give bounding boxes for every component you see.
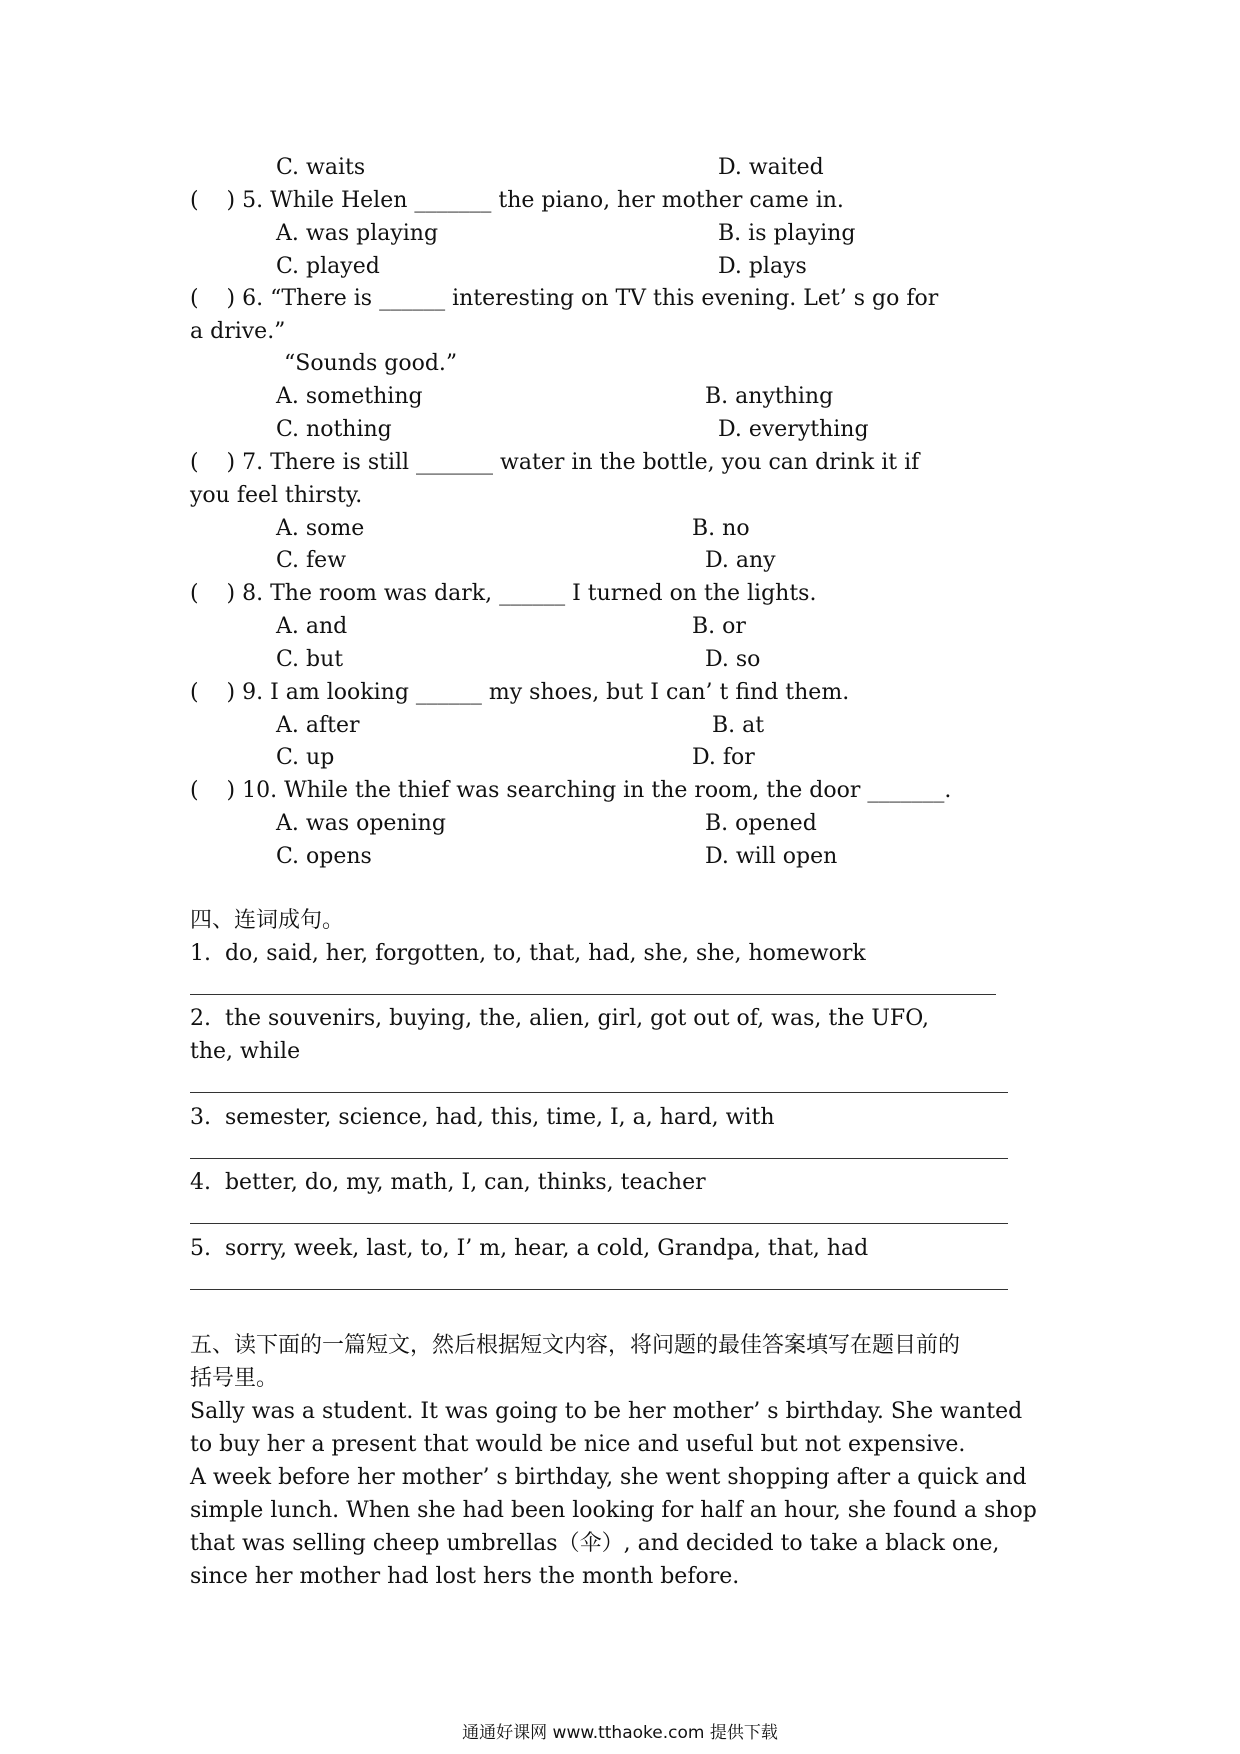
q8-option-c: C. but bbox=[276, 647, 344, 672]
sentence-item-5: 5. sorry, week, last, to, I’ m, hear, a cold, Grandpa, that, had bbox=[190, 1236, 869, 1261]
q7-option-b: B. no bbox=[692, 516, 750, 541]
passage-line-6: since her mother had lost hers the month before. bbox=[190, 1564, 740, 1589]
sentence-item-2: 2. the souvenirs, buying, the, alien, girl, got out of, was, the UFO, bbox=[190, 1006, 929, 1031]
q6-option-c: C. nothing bbox=[276, 417, 392, 442]
q10-option-a: A. was opening bbox=[276, 811, 446, 836]
q6-option-d: D. everything bbox=[718, 417, 869, 442]
q9-option-a: A. after bbox=[276, 713, 360, 738]
q8-stem: ( ) 8. The room was dark, ______ I turned on the lights. bbox=[190, 581, 817, 606]
section-5-heading: 五、读下面的一篇短文，然后根据短文内容，将问题的最佳答案填写在题目前的 bbox=[190, 1333, 961, 1358]
q5-stem: ( ) 5. While Helen _______ the piano, her mother came in. bbox=[190, 188, 844, 213]
answer-line-1[interactable] bbox=[190, 994, 996, 995]
q9-option-b: B. at bbox=[712, 713, 765, 738]
sentence-item-3: 3. semester, science, had, this, time, I, a, hard, with bbox=[190, 1105, 775, 1130]
answer-line-3[interactable] bbox=[190, 1158, 1008, 1159]
q7-option-a: A. some bbox=[276, 516, 365, 541]
q5-option-b: B. is playing bbox=[718, 221, 856, 246]
q6-option-a: A. something bbox=[276, 384, 423, 409]
q5-option-a: A. was playing bbox=[276, 221, 439, 246]
q5-option-d: D. plays bbox=[718, 254, 807, 279]
passage-line-1: Sally was a student. It was going to be her mother’ s birthday. She wanted bbox=[190, 1399, 1023, 1424]
q6-stem-cont: a drive.” bbox=[190, 319, 286, 344]
q4-option-c: C. waits bbox=[276, 155, 366, 180]
q9-option-d: D. for bbox=[692, 745, 755, 770]
passage-line-4: simple lunch. When she had been looking for half an hour, she found a shop bbox=[190, 1498, 1037, 1523]
passage-line-2: to buy her a present that would be nice and useful but not expensive. bbox=[190, 1432, 966, 1457]
q8-option-d: D. so bbox=[705, 647, 761, 672]
answer-line-5[interactable] bbox=[190, 1289, 1008, 1290]
sentence-item-4: 4. better, do, my, math, I, can, thinks, teacher bbox=[190, 1170, 706, 1195]
q7-option-d: D. any bbox=[705, 548, 776, 573]
q10-option-d: D. will open bbox=[705, 844, 838, 869]
sentence-item-1: 1. do, said, her, forgotten, to, that, had, she, she, homework bbox=[190, 941, 866, 966]
q5-option-c: C. played bbox=[276, 254, 380, 279]
page-footer: 通通好课网 www.tthaoke.com 提供下载 bbox=[462, 1723, 778, 1743]
q8-option-a: A. and bbox=[276, 614, 348, 639]
section-5-heading-cont: 括号里。 bbox=[190, 1366, 279, 1391]
q4-option-d: D. waited bbox=[718, 155, 824, 180]
q9-stem: ( ) 9. I am looking ______ my shoes, but I can’ t find them. bbox=[190, 680, 850, 705]
q9-option-c: C. up bbox=[276, 745, 335, 770]
q7-stem-cont: you feel thirsty. bbox=[190, 483, 363, 508]
q6-stem: ( ) 6. “There is ______ interesting on TV this evening. Let’ s go for bbox=[190, 286, 939, 311]
answer-line-4[interactable] bbox=[190, 1223, 1008, 1224]
sentence-item-2-cont: the, while bbox=[190, 1039, 301, 1064]
q8-option-b: B. or bbox=[692, 614, 746, 639]
q7-stem: ( ) 7. There is still _______ water in the bottle, you can drink it if bbox=[190, 450, 920, 475]
q7-option-c: C. few bbox=[276, 548, 347, 573]
passage-line-3: A week before her mother’ s birthday, she went shopping after a quick and bbox=[190, 1465, 1027, 1490]
q10-option-c: C. opens bbox=[276, 844, 372, 869]
q6-option-b: B. anything bbox=[705, 384, 834, 409]
q10-option-b: B. opened bbox=[705, 811, 817, 836]
answer-line-2[interactable] bbox=[190, 1092, 1008, 1093]
passage-line-5: that was selling cheep umbrellas（伞）, and decided to take a black one, bbox=[190, 1531, 1000, 1556]
section-4-heading: 四、连词成句。 bbox=[190, 908, 345, 933]
q10-stem: ( ) 10. While the thief was searching in the room, the door _______. bbox=[190, 778, 952, 803]
q6-reply: “Sounds good.” bbox=[284, 351, 458, 376]
